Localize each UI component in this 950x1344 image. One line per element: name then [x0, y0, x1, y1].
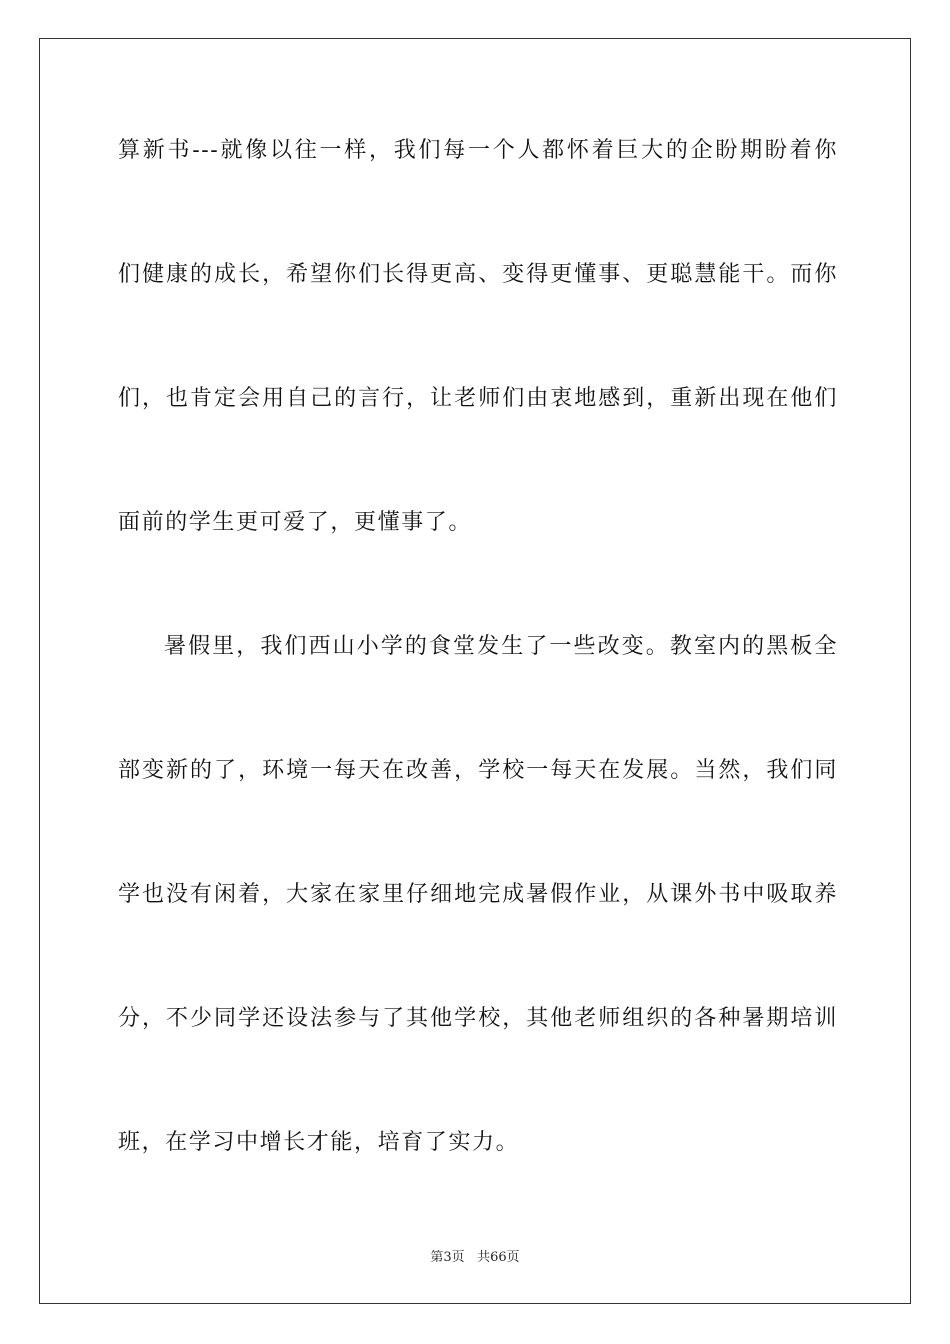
paragraph-line: 分，不少同学还设法参与了其他学校，其他老师组织的各种暑期培训	[118, 1006, 838, 1031]
page-footer	[0, 1246, 950, 1265]
paragraph-line: 暑假里，我们西山小学的食堂发生了一些改变。教室内的黑板全	[164, 634, 838, 659]
paragraph-line: 部变新的了，环境一每天在改善，学校一每天在发展。当然，我们同	[118, 758, 838, 783]
paragraph-line: 们，也肯定会用自己的言行，让老师们由衷地感到，重新出现在他们	[118, 386, 838, 411]
page-total: 共66页	[477, 1250, 520, 1265]
page-border	[39, 38, 911, 1304]
paragraph-line: 面前的学生更可爱了，更懂事了。	[118, 510, 473, 535]
paragraph-line: 算新书---就像以往一样，我们每一个人都怀着巨大的企盼期盼着你	[118, 138, 838, 163]
paragraph-line: 们健康的成长，希望你们长得更高、变得更懂事、更聪慧能干。而你	[118, 262, 838, 287]
paragraph-line: 学也没有闲着，大家在家里仔细地完成暑假作业，从课外书中吸取养	[118, 882, 838, 907]
page-number: 第3页	[430, 1250, 465, 1265]
paragraph-line: 班，在学习中增长才能，培育了实力。	[118, 1130, 520, 1155]
